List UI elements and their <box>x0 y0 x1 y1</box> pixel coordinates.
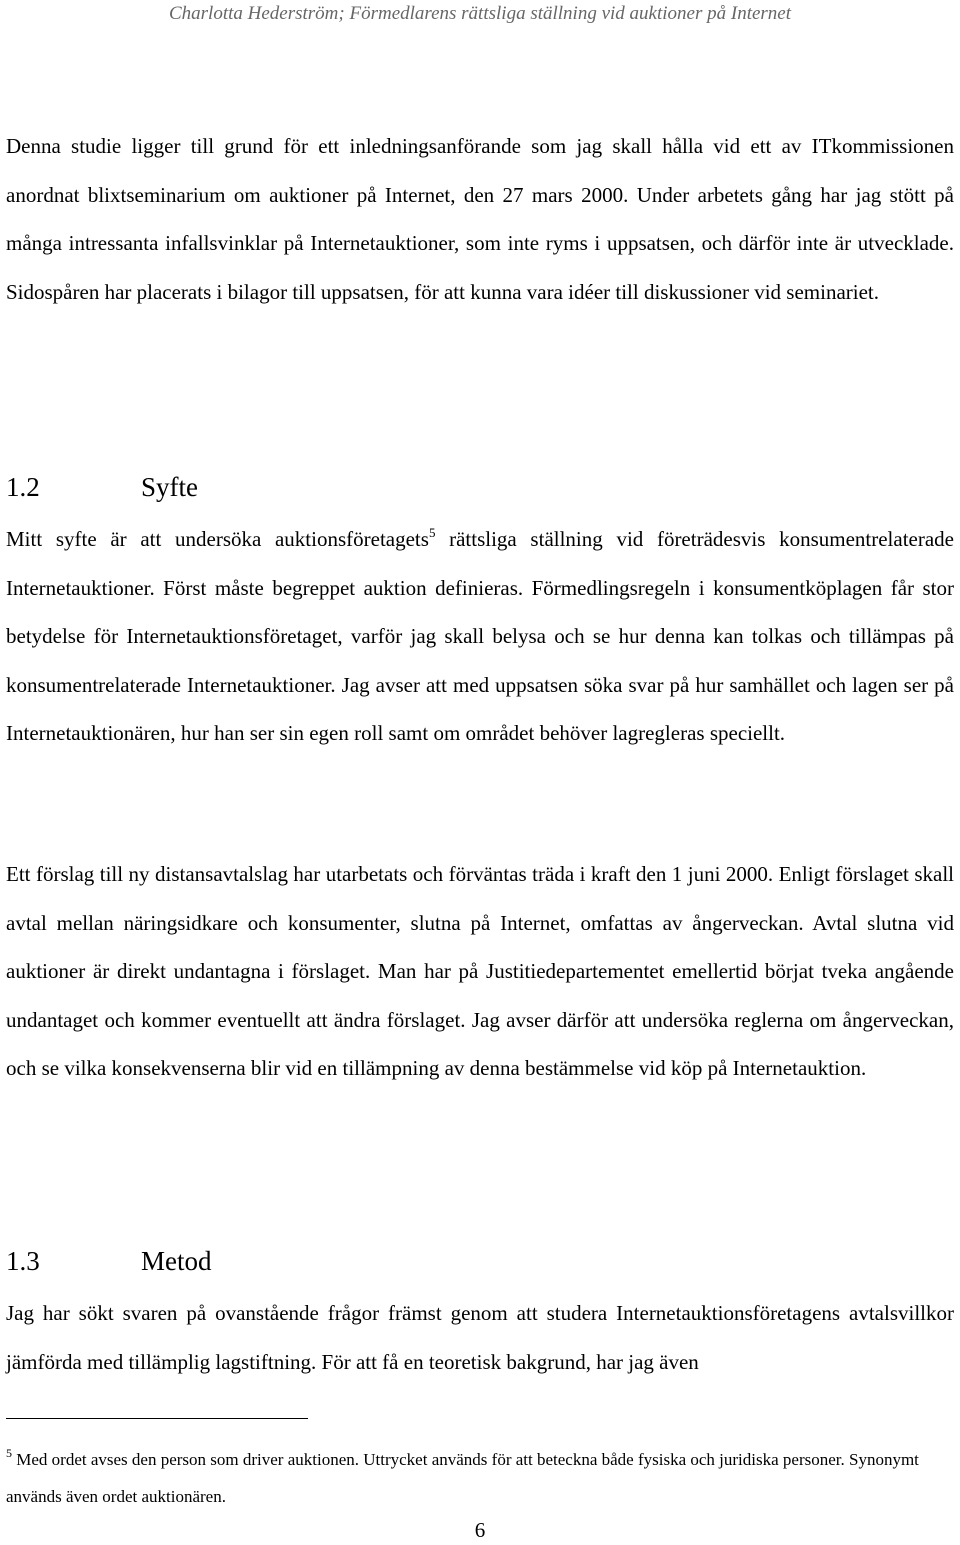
footnote <box>6 1441 954 1515</box>
page-number: 6 <box>474 1518 486 1542</box>
section-number: 1.2 <box>6 472 40 502</box>
running-header: Charlotta Hederström; Förmedlarens rättsliga ställning vid auktioner på Internet <box>168 3 792 24</box>
section-number: 1.3 <box>6 1246 40 1276</box>
footnote-marker: 5 <box>6 1446 12 1460</box>
section-title: Metod <box>141 1246 212 1276</box>
footnote-separator <box>6 1418 308 1419</box>
metod-paragraph-1: Jag har sökt svaren på ovanstående frågor främst genom att studera Internetauktionsföretagens avtalsvillkor jämförda med tillämplig lagstiftning. För att få en teoretisk bakgrund, har jag även <box>6 1301 954 1374</box>
footnote-text: Med ordet avses den person som driver auktionen. Uttrycket används för att beteckna både fysiska och juridiska personer. Synonymt används även ordet auktionären. <box>6 1450 919 1506</box>
paragraph-text: rättsliga ställning vid företrädesvis konsumentrelaterade Internetauktioner. Först måste begreppet auktion definieras. Förmedlingsregeln i konsumentköplagen får stor betydelse för Internetauktionsföretaget, varför jag skall belysa och se hur denna kan tolkas och tillämpas på konsumentrelaterade Internetauktioner. Jag avser att med uppsatsen söka svar på hur samhället och lagen ser på Internetauktionären, hur han ser sin egen roll samt om området behöver lagregleras speciellt. <box>6 527 955 745</box>
section-heading-metod <box>6 1246 212 1277</box>
footnote-reference: 5 <box>428 525 436 540</box>
intro-paragraph: Denna studie ligger till grund för ett inledningsanförande som jag skall hålla vid ett av ITkommissionen anordnat blixtseminarium om auktioner på Internet, den 27 mars 2000. Under arbetets gång har jag stött på många intressanta infallsvinklar på Internetauktioner, som inte ryms i uppsatsen, och därför inte är utvecklade. Sidospåren har placerats i bilagor till uppsatsen, för att kunna vara idéer till diskussioner vid seminariet. <box>6 134 954 304</box>
syfte-paragraph-1 <box>6 515 954 758</box>
syfte-paragraph-2: Ett förslag till ny distansavtalslag har utarbetats och förväntas träda i kraft den 1 juni 2000. Enligt förslaget skall avtal mellan näringsidkare och konsumenter, slutna på Internet, omfattas av ångerveckan. Avtal slutna vid auktioner är direkt undantagna i förslaget. Man har på Justitiedepartementet emellertid börjat tveka angående undantaget och kommer eventuellt att ändra förslaget. Jag avser därför att undersöka reglerna om ångerveckan, och se vilka konsekvenserna blir vid en tillämpning av denna bestämmelse vid köp på Internetauktion. <box>6 862 954 1080</box>
section-title: Syfte <box>141 472 198 502</box>
paragraph-text: Mitt syfte är att undersöka auktionsföretagets <box>6 527 429 551</box>
section-heading-syfte <box>6 472 198 503</box>
